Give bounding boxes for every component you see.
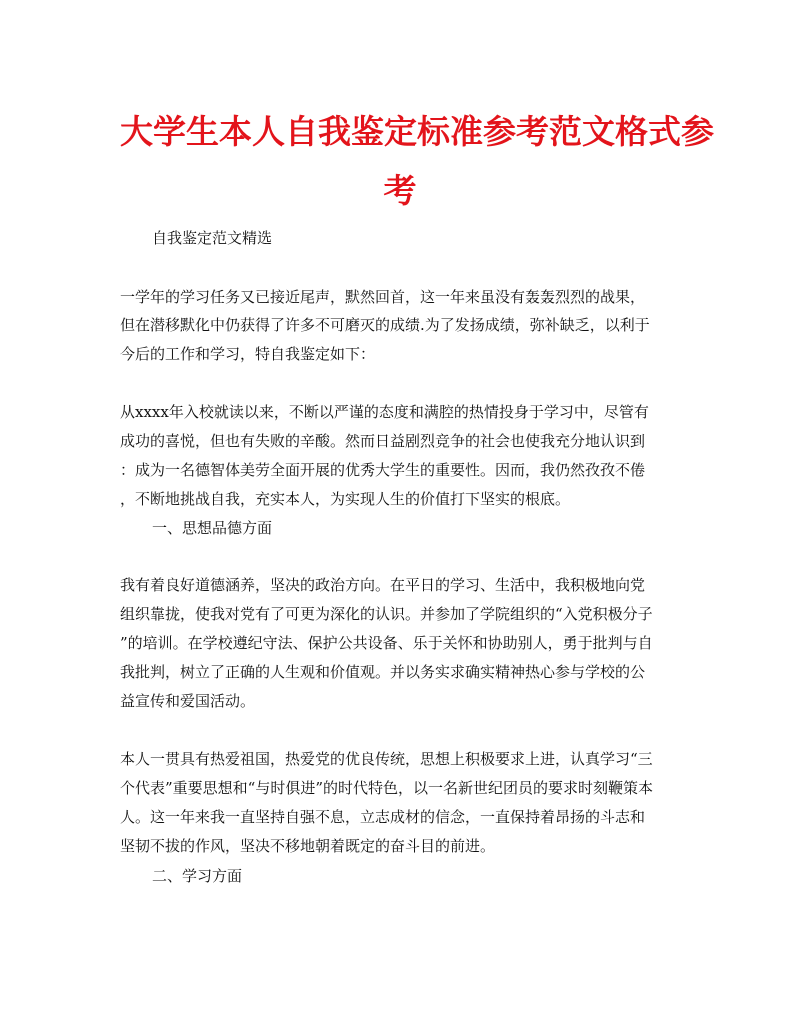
- paragraph-3-line-4: 我批判，树立了正确的人生观和价值观。并以务实求确实精神热心参与学校的公: [120, 663, 646, 681]
- paragraph-4-line-3: 人。这一年来我一直坚持自强不息，立志成材的信念，一直保持着昂扬的斗志和: [120, 808, 646, 826]
- paragraph-3-line-1: 我有着良好道德涵养，坚决的政治方向。在平日的学习、生活中，我积极地向党: [120, 576, 646, 594]
- paragraph-2-line-4: ，不断地挑战自我，充实本人，为实现人生的价值打下坚实的根底。: [120, 490, 571, 508]
- paragraph-3-line-2: 组织靠拢，使我对党有了可更为深化的认识。并参加了学院组织的“入党积极分子: [120, 605, 653, 623]
- paragraph-4-line-1: 本人一贯具有热爱祖国，热爱党的优良传统，思想上积极要求上进，认真学习“三: [120, 750, 653, 768]
- paragraph-4-line-4: 坚韧不拔的作风，坚决不移地朝着既定的奋斗目的前进。: [120, 837, 496, 855]
- section-heading-2: 二、学习方面: [152, 867, 243, 885]
- paragraph-2-line-2: 成功的喜悦，但也有失败的辛酸。然而日益剧烈竞争的社会也使我充分地认识到: [120, 432, 646, 450]
- paragraph-1-line-3: 今后的工作和学习，特自我鉴定如下：: [120, 345, 376, 363]
- document-title-line-1: 大学生本人自我鉴定标准参考范文格式参: [120, 112, 714, 151]
- paragraph-2-line-3: ：成为一名德智体美劳全面开展的优秀大学生的重要性。因而，我仍然孜孜不倦: [120, 461, 646, 479]
- section-heading-1: 一、思想品德方面: [152, 519, 273, 537]
- subtitle: 自我鉴定范文精选: [152, 229, 273, 247]
- paragraph-1-line-1: 一学年的学习任务又已接近尾声，默然回首，这一年来虽没有轰轰烈烈的战果，: [120, 288, 646, 306]
- paragraph-3-line-5: 益宣传和爱国活动。: [120, 692, 256, 710]
- document-title-line-2: 考: [383, 171, 417, 210]
- paragraph-3-line-3: ”的培训。在学校遵纪守法、保护公共设备、乐于关怀和协助别人，勇于批判与自: [120, 634, 653, 652]
- paragraph-1-line-2: 但在潜移默化中仍获得了许多不可磨灭的成绩.为了发扬成绩，弥补缺乏，以利于: [120, 316, 650, 334]
- paragraph-2-line-1: 从xxxx年入校就读以来，不断以严谨的态度和满腔的热情投身于学习中，尽管有: [120, 403, 649, 421]
- paragraph-4-line-2: 个代表”重要思想和“与时俱进”的时代特色，以一名新世纪团员的要求时刻鞭策本: [120, 779, 654, 797]
